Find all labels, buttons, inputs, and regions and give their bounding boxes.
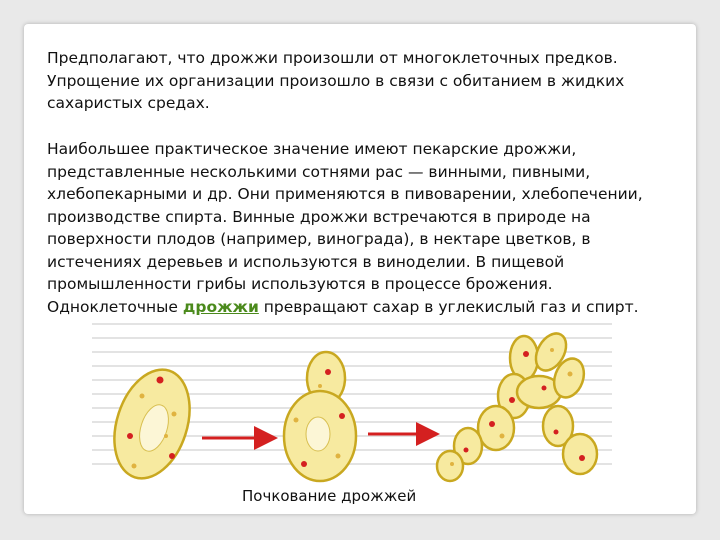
yeast-budding-figure bbox=[92, 316, 632, 486]
figure-caption: Почкование дрожжей bbox=[242, 487, 417, 505]
paragraph-usage-text: Наибольшее практическое значение имеют пекарские дрожжи, представленные несколькими сотнями рас — винными, пивными, хлебопекарными и др. Они применяются в пивоварении, хлебопечении, производстве спирта. Винные дрожжи встречаются в природе на поверхности плодов (например, винограда), в нектаре цветков, в истечениях деревьев и используются в виноделии. В пищевой промышленности грибы используются в процессе брожения. bbox=[47, 140, 643, 293]
paragraph-usage bbox=[47, 138, 677, 318]
yeast-cell-budding bbox=[284, 352, 356, 481]
paragraph-fermentation-prefix: Одноклеточные bbox=[47, 297, 183, 316]
paragraph-fermentation-suffix: превращают сахар в углекислый газ и спирт. bbox=[258, 297, 639, 316]
yeast-link[interactable]: дрожжи bbox=[182, 297, 259, 316]
yeast-cell-single bbox=[101, 360, 202, 486]
paragraph-origin: Предполагают, что дрожжи произошли от многоклеточных предков. Упрощение их организации произошло в связи с обитанием в жидких сахаристых средах. bbox=[47, 49, 625, 112]
slide bbox=[24, 24, 696, 514]
